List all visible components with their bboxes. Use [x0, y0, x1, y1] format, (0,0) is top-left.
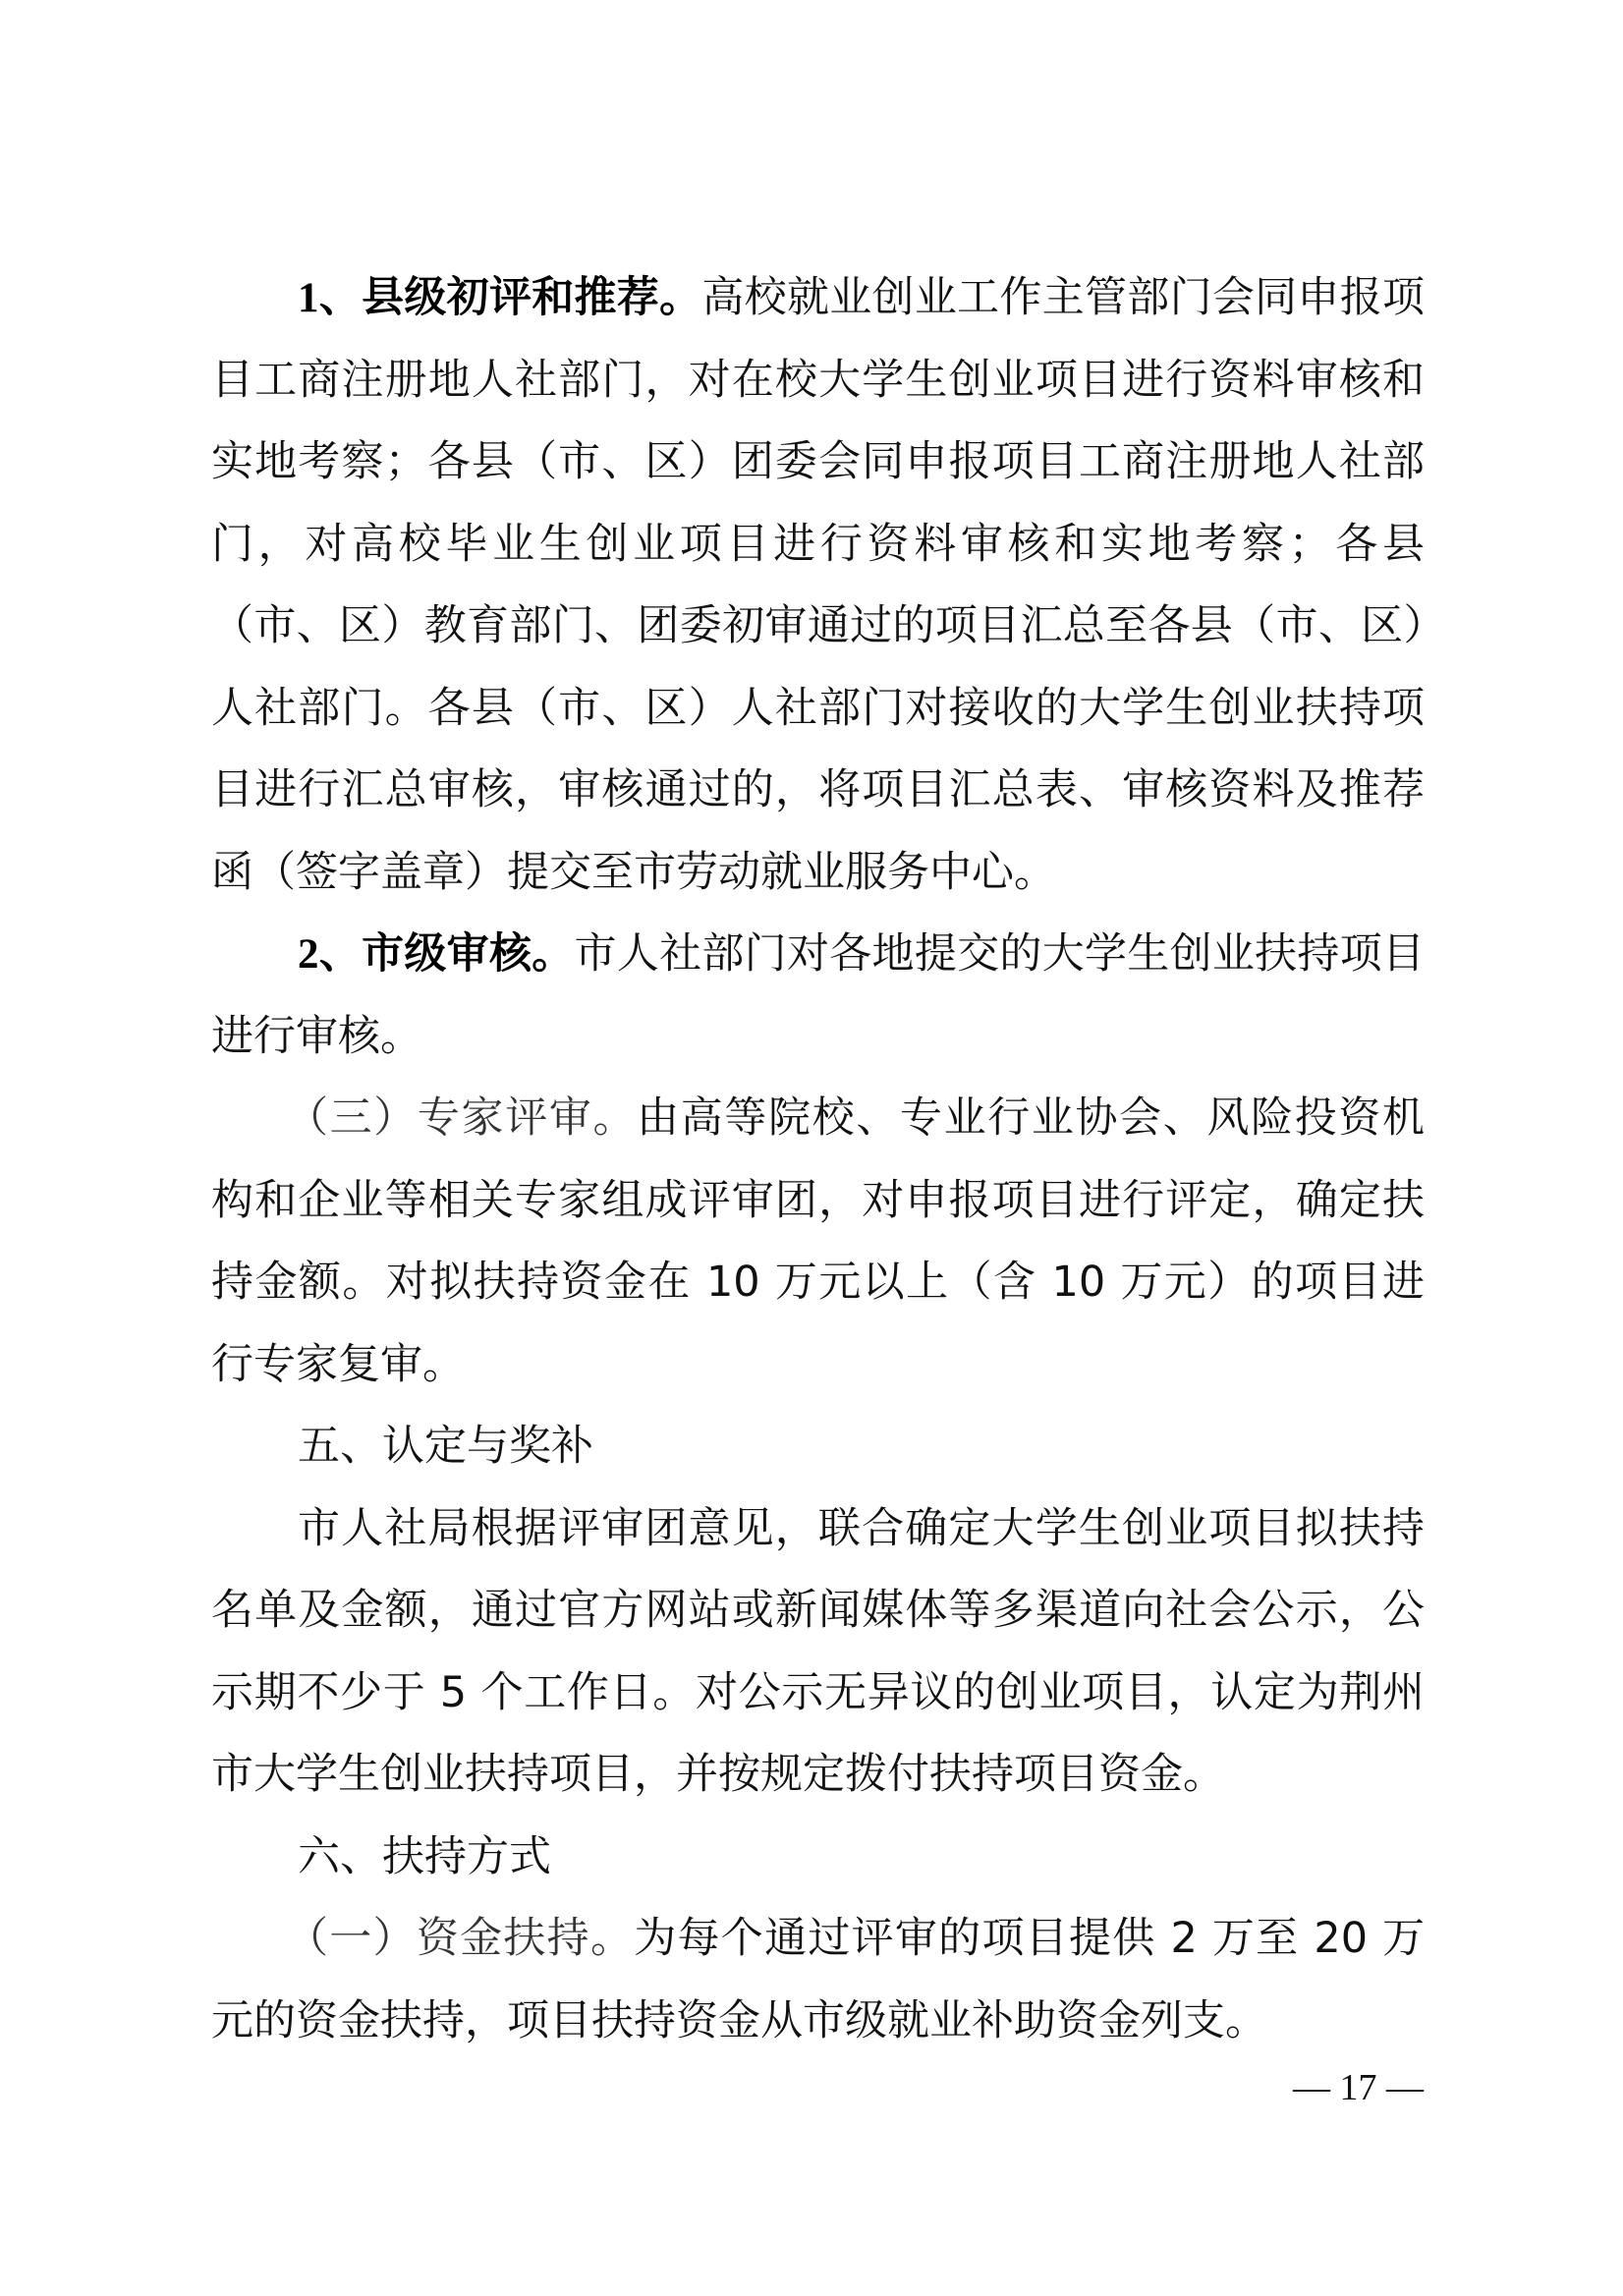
paragraph-expert-review [211, 1078, 1425, 1406]
paragraph-text: 市人社部门对各地提交的大学生创业扶持项目进行审核。 [211, 929, 1426, 1061]
paragraph-funding-support [211, 1898, 1425, 2062]
paragraph-text: 为每个通过评审的项目提供 2 万至 20 万元的资金扶持，项目扶持资金从市级就业补助资金列支。 [211, 1914, 1426, 2045]
paragraph-city-review [211, 914, 1425, 1078]
section-heading-support-methods: 六、扶持方式 [298, 1831, 551, 1881]
paragraph-recognition: 市人社局根据评审团意见，联合确定大学生创业项目拟扶持名单及金额，通过官方网站或新闻媒体等多渠道向社会公示，公示期不少于 5 个工作日。对公示无异议的创业项目，认定为荆州市大学生创业扶持项目，并按规定拨付扶持项目资金。 [211, 1503, 1425, 1799]
heading-county-review: 1、县级初评和推荐。 [298, 273, 702, 322]
heading-expert-review: （三）专家评审。 [286, 1093, 638, 1143]
section-heading-recognition: 五、认定与奖补 [298, 1422, 593, 1471]
paragraph-text: 高校就业创业工作主管部门会同申报项目工商注册地人社部门，对在校大学生创业项目进行资料审核和实地考察；各县（市、区）团委会同申报项目工商注册地人社部门，对高校毕业生创业项目进行资料审核和实地考察；各县（市、区）教育部门、团委初审通过的项目汇总至各县（市、区）人社部门。各县（市、区）人社部门对接收的大学生创业扶持项目进行汇总审核，审核通过的，将项目汇总表、审核资料及推荐函（签字盖章）提交至市劳动就业服务中心。 [211, 273, 1426, 897]
heading-funding-support: （一）资金扶持。 [286, 1914, 635, 1963]
heading-city-review: 2、市级审核。 [298, 929, 575, 979]
paragraph-county-review [211, 257, 1425, 914]
document-body [211, 257, 1425, 2062]
page-number: — 17 — [1293, 2067, 1424, 2108]
paragraph-text: 由高等院校、专业行业协会、风险投资机构和企业等相关专家组成评审团，对申报项目进行评定，确定扶持金额。对拟扶持资金在 10 万元以上（含 10 万元）的项目进行专家复审。 [211, 1093, 1426, 1389]
